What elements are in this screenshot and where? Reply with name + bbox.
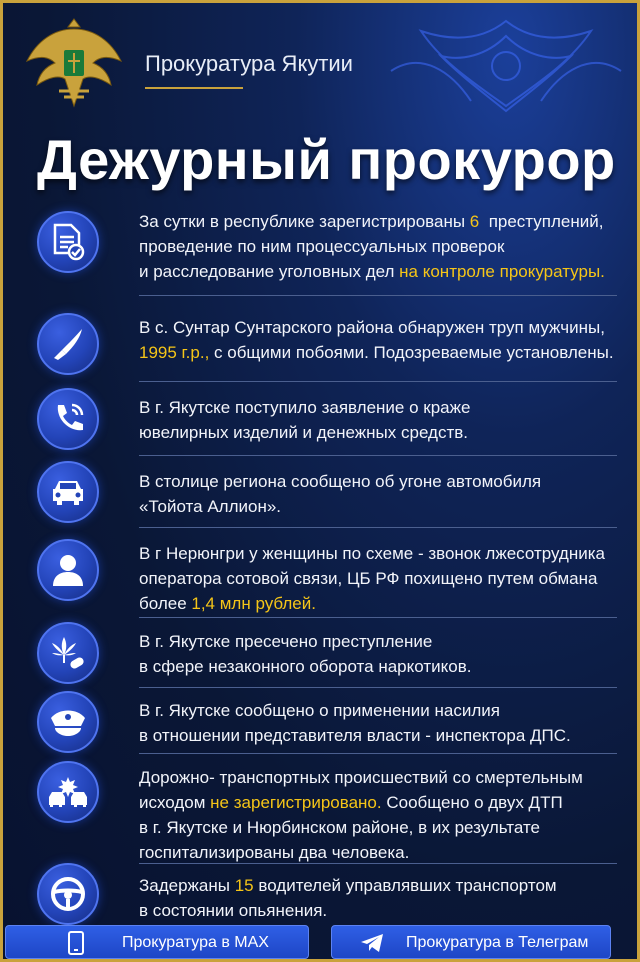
decorative-eagle-pattern [381,11,631,121]
phone-call-icon [50,401,86,437]
phone-call-icon-badge [37,388,99,450]
incident-line [139,541,617,566]
incident-line [139,873,617,898]
item-separator [139,527,617,528]
text-segment: В с. Сунтар Сунтарского района обнаружен труп мужчины, [139,318,605,337]
text-segment: в отношении представителя власти - инспектора ДПС. [139,726,571,745]
person-icon-badge [37,539,99,601]
text-segment: Задержаны [139,876,235,895]
text-segment: В г. Якутске пресечено преступление [139,632,433,651]
text-segment: в сфере незаконного оборота наркотиков. [139,657,472,676]
incident-line [139,765,617,790]
highlighted-text: 6 [469,212,480,231]
text-segment: В г Нерюнгри у женщины по схеме - звонок лжесотрудника [139,544,605,563]
text-segment: в состоянии опьянения. [139,901,328,920]
incident-line [139,654,617,679]
cannabis-pill-icon-badge [37,622,99,684]
incident-text [139,315,617,365]
highlighted-text: не зарегистрировано. [210,793,382,812]
car-crash-icon-badge [37,761,99,823]
telegram-icon [360,933,384,953]
smartphone-icon [68,931,84,955]
telegram-channel-label: Прокуратура в Телеграм [406,934,589,951]
highlighted-text: на контроле прокуратуры. [399,262,605,281]
incident-line [139,234,617,259]
incident-text [139,541,617,616]
text-segment: За сутки в республике зарегистрированы [139,212,470,231]
item-separator [139,617,617,618]
text-segment: водителей управлявших транспортом [253,876,557,895]
steering-wheel-icon [50,876,86,912]
incident-line [139,259,617,284]
incident-text [139,873,617,923]
incident-line [139,395,617,420]
steering-wheel-icon-badge [37,863,99,925]
text-segment: в г. Якутске и Нюрбинском районе, в их результате [139,818,541,837]
item-separator [139,687,617,688]
max-channel-button[interactable] [5,925,309,959]
knife-icon-badge [37,313,99,375]
item-separator [139,295,617,296]
incident-text [139,209,617,284]
highlighted-text: 1,4 млн рублей. [191,594,316,613]
incident-text [139,395,617,445]
police-cap-icon [49,706,87,738]
person-icon [51,552,85,588]
incident-text [139,629,617,679]
item-separator [139,863,617,864]
incident-line [139,815,617,840]
organization-name: Прокуратура Якутии [145,51,353,76]
document-check-icon [51,223,85,261]
incident-line [139,698,617,723]
highlighted-text: 15 [234,876,254,895]
incident-line [139,790,617,815]
car-crash-icon [48,775,88,809]
knife-icon [50,326,86,362]
incident-line [139,469,617,494]
highlighted-text: 1995 г.р., [139,343,210,362]
page-title: Дежурный прокурор [37,128,616,191]
incident-line [139,629,617,654]
text-segment: преступлений, [479,212,604,231]
text-segment: Дорожно- транспортных происшествий со смертельным [139,768,583,787]
text-segment: В г. Якутске сообщено о применении насилия [139,701,500,720]
incident-line [139,723,617,748]
text-segment: В г. Якутске поступило заявление о краже [139,398,471,417]
document-check-icon-badge [37,211,99,273]
incident-text [139,469,617,519]
item-separator [139,753,617,754]
text-segment: исходом [139,793,211,812]
incident-line [139,591,617,616]
text-segment: проведение по ним процессуальных проверок [139,237,505,256]
incident-line [139,566,617,591]
text-segment: «Тойота Аллион». [139,497,282,516]
text-segment: госпитализированы два человека. [139,843,410,862]
incident-line [139,420,617,445]
text-segment: оператора сотовой связи, ЦБ РФ похищено путем обмана [139,569,598,588]
incident-text [139,765,617,865]
text-segment: В столице региона сообщено об угоне автомобиля [139,472,542,491]
incident-line [139,315,617,340]
incident-text [139,698,617,748]
incident-line [139,340,617,365]
item-separator [139,455,617,456]
max-channel-label: Прокуратура в MAX [122,934,269,951]
text-segment: Сообщено о двух ДТП [381,793,563,812]
incident-line [139,209,617,234]
telegram-channel-button[interactable] [331,925,611,959]
text-segment: ювелирных изделий и денежных средств. [139,423,468,442]
police-cap-icon-badge [37,691,99,753]
item-separator [139,381,617,382]
incident-line [139,494,617,519]
incident-line [139,898,617,923]
car-icon [49,477,87,507]
text-segment: с общими побоями. Подозреваемые установлены. [209,343,614,362]
prosecutor-emblem-icon [19,11,129,121]
car-icon-badge [37,461,99,523]
org-underline [145,87,243,89]
text-segment: и расследование уголовных дел [139,262,400,281]
text-segment: более [139,594,192,613]
incident-line [139,840,617,865]
cannabis-pill-icon [50,635,86,671]
